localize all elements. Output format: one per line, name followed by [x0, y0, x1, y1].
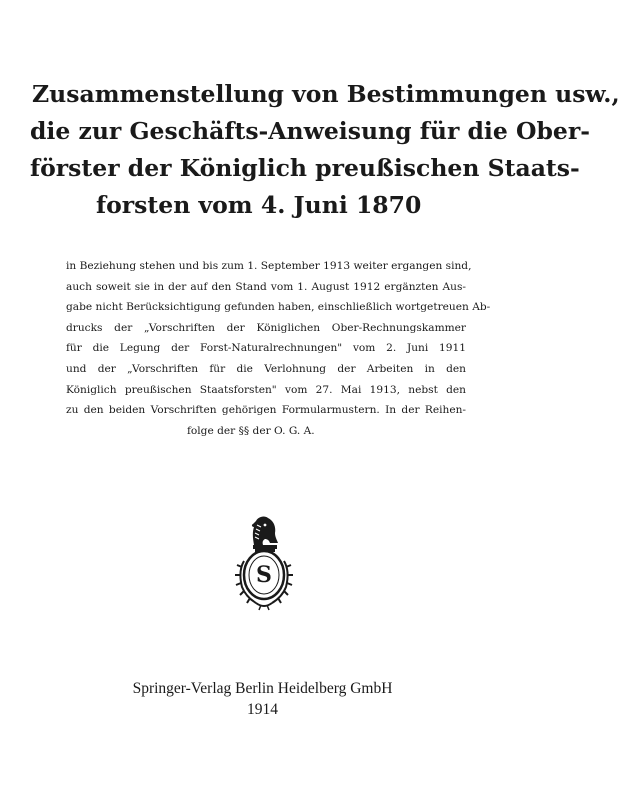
- publication-year: 1914: [247, 701, 278, 718]
- title-line: die zur Geschäfts-Anweisung für die Ober-: [30, 117, 590, 145]
- imprint: [0, 678, 525, 720]
- subtitle-line: drucks der „Vorschriften der Königlichen Ober-Rechnungskammer: [66, 321, 466, 334]
- title-line: forsten vom 4. Juni 1870: [96, 191, 422, 219]
- title-line: Zusammenstellung von Bestimmungen usw.,: [32, 80, 620, 108]
- subtitle-line: zu den beiden Vorschriften gehörigen Formularmustern. In der Reihen-: [66, 404, 466, 417]
- subtitle-line: Königlich preußischen Staatsforsten" vom 27. Mai 1913, nebst den: [66, 383, 466, 396]
- logo-letter: S: [256, 562, 272, 588]
- springer-logo-icon: [234, 515, 294, 611]
- subtitle-line: und der „Vorschriften für die Verlohnung der Arbeiten in den: [66, 362, 466, 375]
- subtitle-line: auch soweit sie in der auf den Stand vom 1. August 1912 ergänzten Aus-: [66, 280, 466, 293]
- title-line: förster der Königlich preußischen Staats-: [30, 154, 580, 182]
- book-subtitle: [66, 256, 491, 441]
- book-title: [30, 76, 620, 224]
- subtitle-line: gabe nicht Berücksichtigung gefunden haben, einschließlich wortgetreuen Ab-: [66, 301, 491, 314]
- subtitle-line: in Beziehung stehen und bis zum 1. September 1913 weiter ergangen sind,: [66, 260, 472, 272]
- subtitle-line: folge der §§ der O. G. A.: [187, 424, 315, 437]
- subtitle-line: für die Legung der Forst-Naturalrechnungen" vom 2. Juni 1911: [66, 342, 466, 355]
- publisher-name: Springer-Verlag Berlin Heidelberg GmbH: [132, 680, 393, 697]
